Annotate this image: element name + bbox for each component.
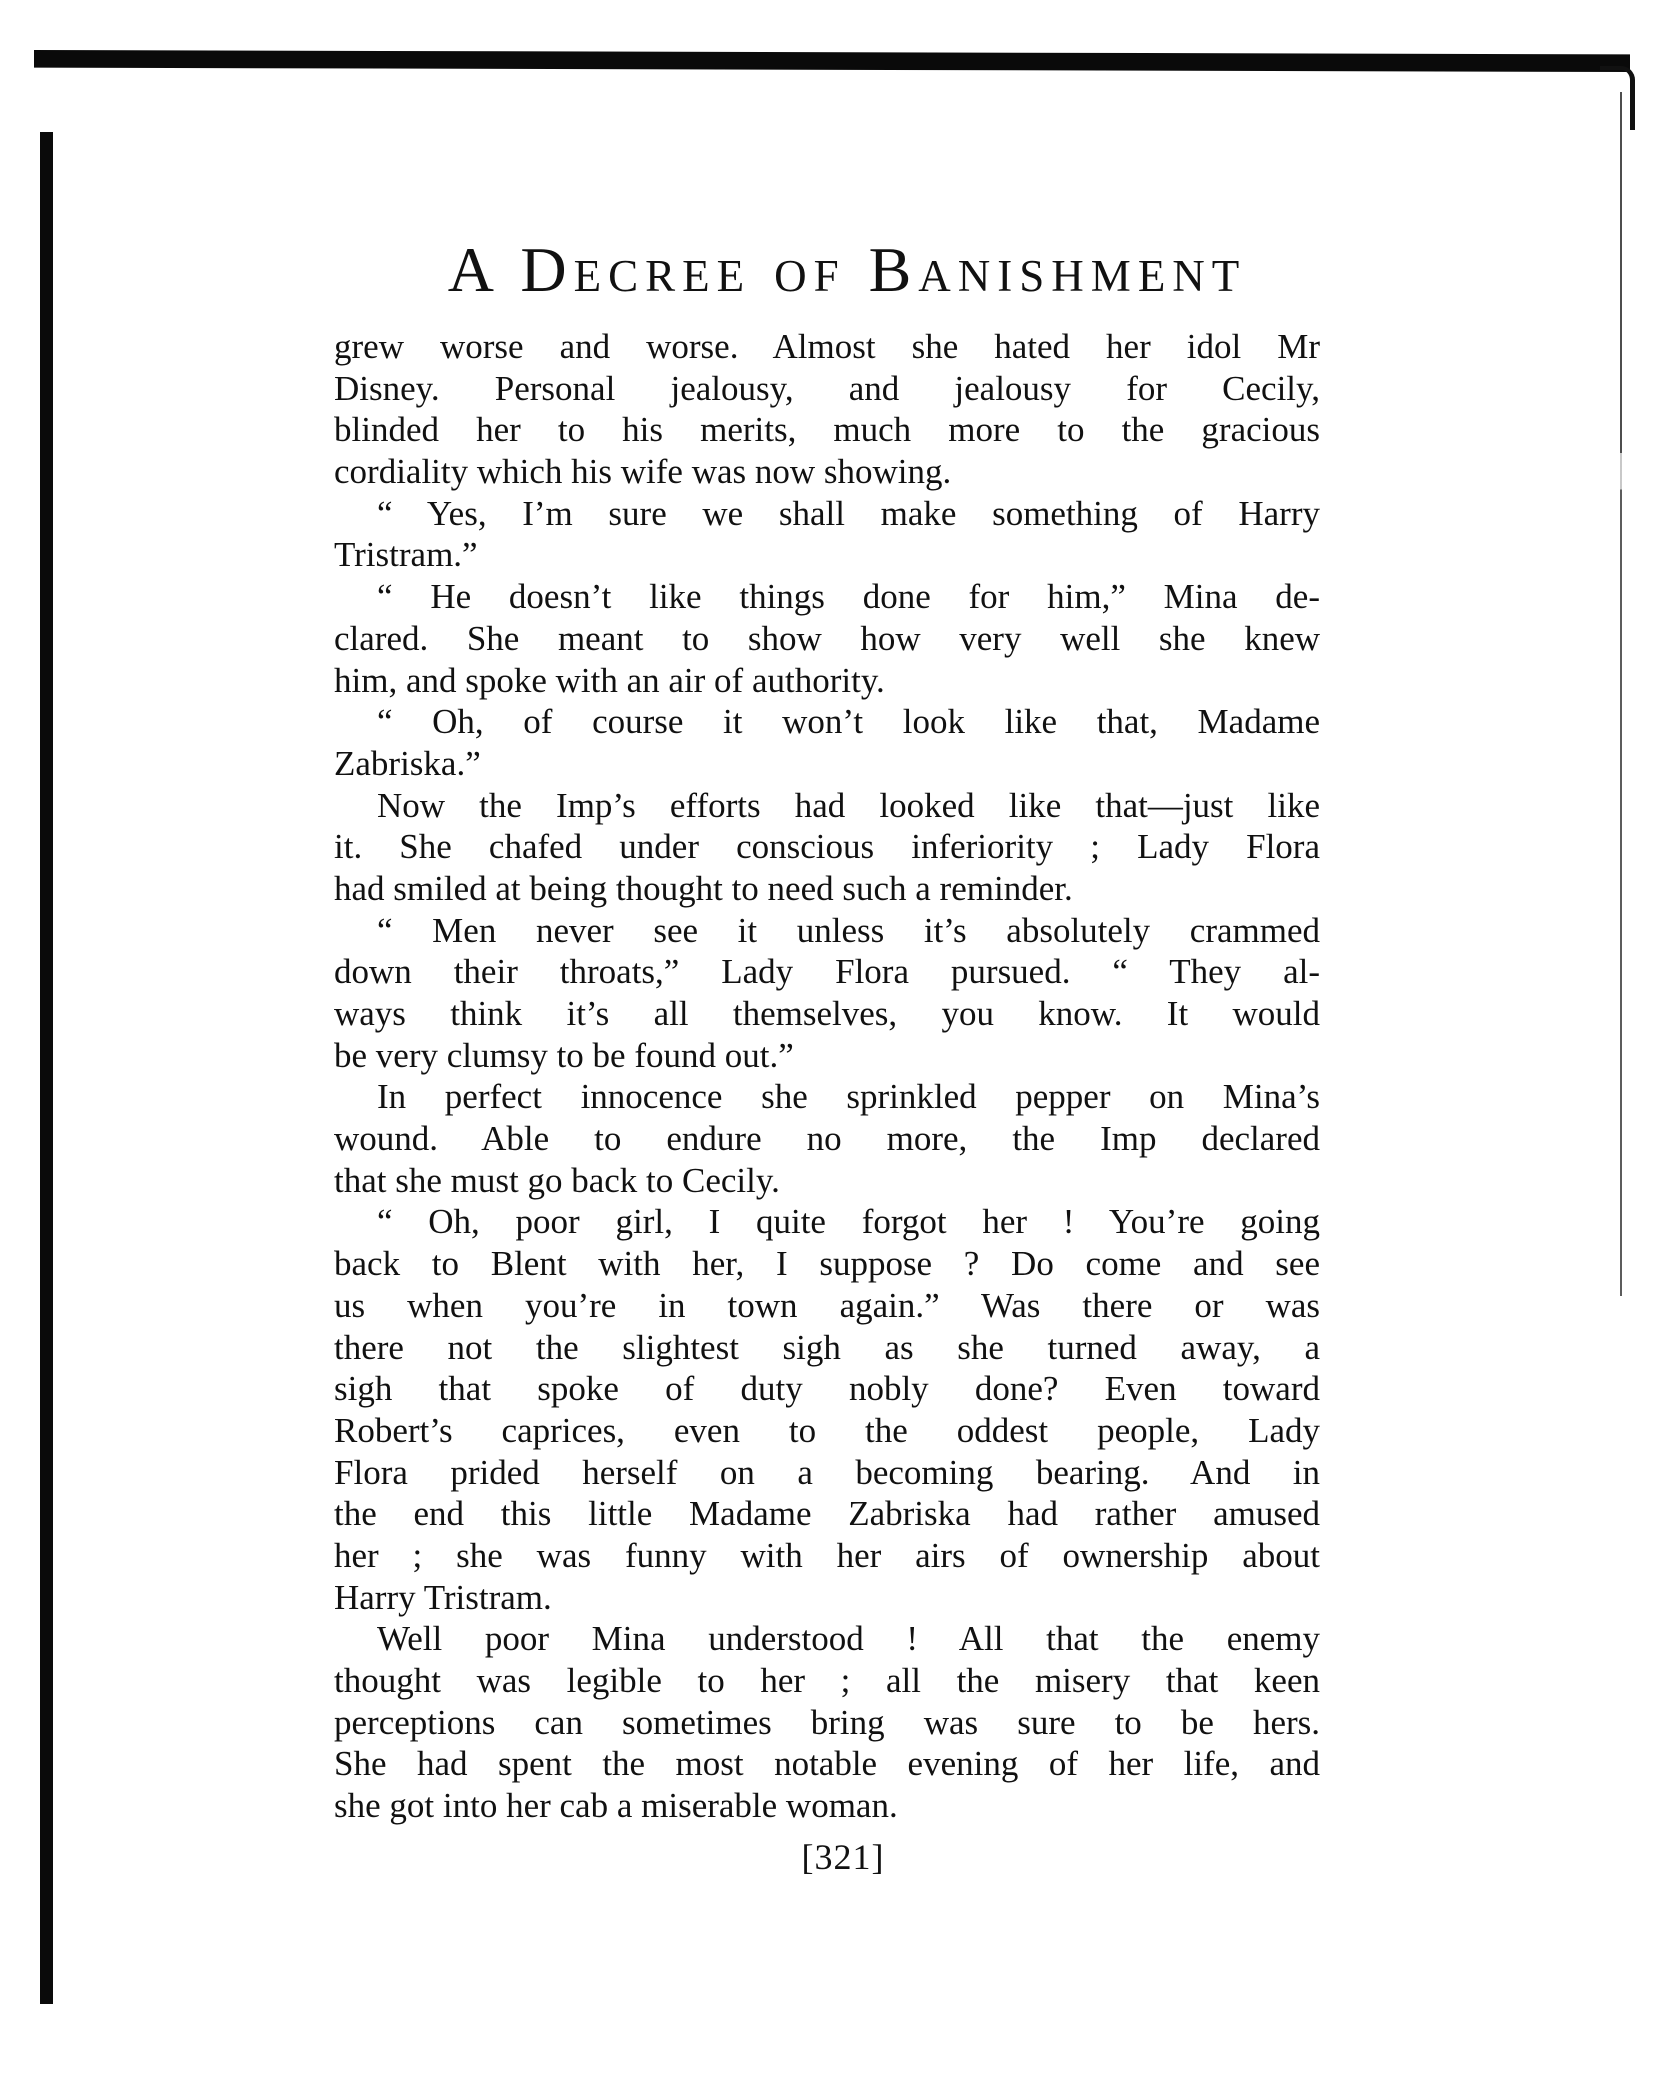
paragraph [334,1201,1320,1618]
text-line: ways think it’s all themselves, you know. It would [334,994,1320,1033]
text-line: Zabriska.” [334,743,481,783]
page-number: [321] [801,1837,885,1877]
text-line: “ He doesn’t like things done for him,” Mina de- [377,577,1320,617]
text-line: Tristram.” [334,535,478,575]
paragraph [334,785,1320,910]
text-line: “ Oh, of course it won’t look like that, Madame [377,702,1320,742]
text-line: she got into her cab a miserable woman. [334,1786,898,1826]
text-line: perceptions can sometimes bring was sure to be hers. [334,1702,1320,1742]
text-line: “ Yes, I’m sure we shall make something of Harry [377,493,1320,533]
text-line: blinded her to his merits, much more to the gracious [334,410,1320,450]
running-title: A Decree of Banishment [447,234,1247,305]
text-line: back to Blent with her, I suppose ? Do come and see [334,1244,1320,1284]
scan-corner-shadow [1600,66,1635,130]
text-line: there not the slightest sigh as she turned away, a [334,1327,1320,1367]
paragraph [334,576,1320,701]
text-line: Well poor Mina understood ! All that the enemy [377,1619,1320,1659]
text-line: Now the Imp’s efforts had looked like that—just like [377,785,1320,825]
text-line: Flora prided herself on a becoming bearing. And in [334,1452,1320,1492]
text-line: Harry Tristram. [334,1577,552,1617]
paragraph [334,910,1320,1077]
text-line: down their throats,” Lady Flora pursued. “ They al- [334,952,1320,992]
text-line: In perfect innocence she sprinkled pepper on Mina’s [377,1077,1320,1117]
text-line: Robert’s caprices, even to the oddest people, Lady [334,1410,1320,1450]
text-line: clared. She meant to show how very well she knew [334,618,1320,658]
text-line: “ Oh, poor girl, I quite forgot her ! You’re going [377,1202,1320,1242]
paragraph [334,701,1320,784]
scan-binding-shadow [40,132,53,2004]
text-line: her ; she was funny with her airs of ownership about [334,1535,1320,1575]
text-line: had smiled at being thought to need such a reminder. [334,868,1073,908]
paragraph [334,1076,1320,1201]
scan-top-edge-shadow [34,50,1630,72]
text-line: it. She chafed under conscious inferiority ; Lady Flora [334,827,1320,867]
paragraph [334,493,1320,576]
text-line: cordiality which his wife was now showing. [334,452,952,492]
body-text [334,326,1320,1827]
text-line: “ Men never see it unless it’s absolutely crammed [377,910,1320,950]
paragraph [334,1618,1320,1826]
text-line: sigh that spoke of duty nobly done? Even toward [334,1369,1320,1409]
text-line: Disney. Personal jealousy, and jealousy for Cecily, [334,368,1320,408]
text-line: She had spent the most notable evening of her life, and [334,1744,1320,1784]
text-line: us when you’re in town again.” Was there or was [334,1285,1320,1325]
text-line: him, and spoke with an air of authority. [334,660,885,700]
text-line: grew worse and worse. Almost she hated her idol Mr [334,327,1320,366]
text-line: thought was legible to her ; all the misery that keen [334,1661,1320,1700]
text-line: be very clumsy to be found out.” [334,1035,794,1075]
text-line: wound. Able to endure no more, the Imp declared [334,1119,1320,1159]
text-line: that she must go back to Cecily. [334,1160,780,1200]
paragraph [334,326,1320,493]
text-line: the end this little Madame Zabriska had rather amused [334,1494,1320,1534]
